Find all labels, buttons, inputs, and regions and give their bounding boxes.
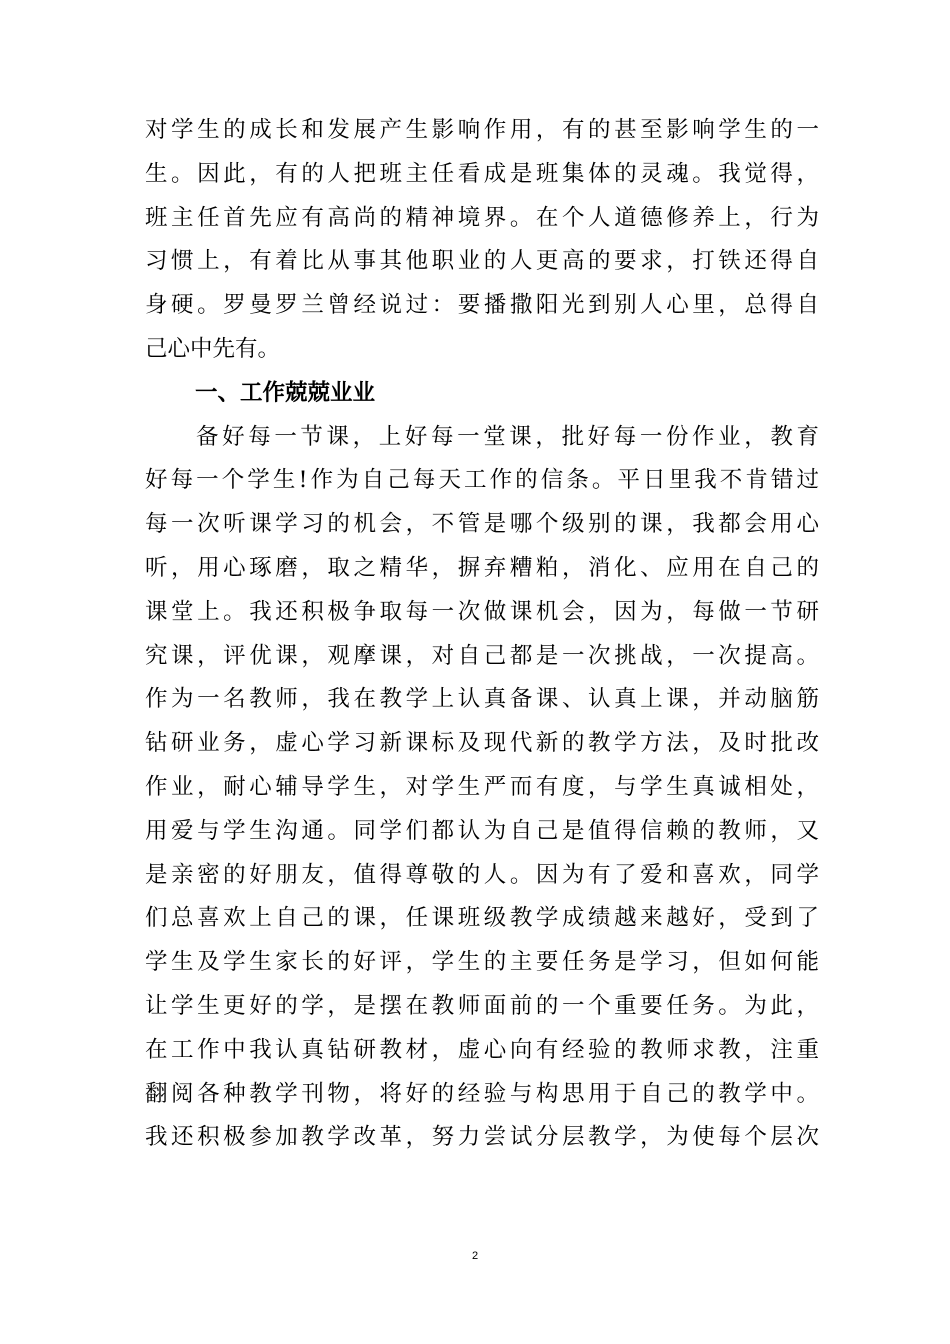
- text-line: 用爱与学生沟通。同学们都认为自己是值得信赖的教师，又: [145, 817, 819, 844]
- text-line: 听，用心琢磨，取之精华，摒弃糟粕，消化、应用在自己的: [145, 554, 819, 581]
- section-heading: 一、工作兢兢业业: [195, 379, 376, 406]
- text-line: 我还积极参加教学改革，努力尝试分层教学，为使每个层次: [145, 1124, 819, 1151]
- text-line: 备好每一节课，上好每一堂课，批好每一份作业，教育: [196, 423, 819, 450]
- text-line: 在工作中我认真钻研教材，虚心向有经验的教师求教，注重: [145, 1036, 819, 1063]
- text-line: 生。因此，有的人把班主任看成是班集体的灵魂。我觉得，: [145, 160, 819, 187]
- text-line: 们总喜欢上自己的课，任课班级教学成绩越来越好，受到了: [145, 905, 819, 932]
- text-line: 习惯上，有着比从事其他职业的人更高的要求，打铁还得自: [145, 248, 819, 275]
- text-line: 让学生更好的学，是摆在教师面前的一个重要任务。为此，: [145, 992, 819, 1019]
- paragraph-work: [145, 416, 819, 1161]
- text-line: 翻阅各种教学刊物，将好的经验与构思用于自己的教学中。: [145, 1080, 819, 1107]
- text-line: 好每一个学生!作为自己每天工作的信条。平日里我不肯错过: [145, 467, 819, 494]
- text-line: 作业，耐心辅导学生，对学生严而有度，与学生真诚相处，: [145, 773, 819, 800]
- text-line: 学生及学生家长的好评，学生的主要任务是学习，但如何能: [145, 949, 819, 976]
- text-line: 身硬。罗曼罗兰曾经说过：要播撒阳光到别人心里，总得自: [145, 292, 819, 319]
- page-body: [145, 109, 819, 1160]
- paragraph-intro: [145, 109, 819, 372]
- text-line: 课堂上。我还积极争取每一次做课机会，因为，每做一节研: [145, 598, 819, 625]
- text-line: 是亲密的好朋友，值得尊敬的人。因为有了爱和喜欢，同学: [145, 861, 819, 888]
- text-line: 班主任首先应有高尚的精神境界。在个人道德修养上，行为: [145, 204, 819, 231]
- text-line: 作为一名教师，我在教学上认真备课、认真上课，并动脑筋: [145, 686, 819, 713]
- text-line: 每一次听课学习的机会，不管是哪个级别的课，我都会用心: [145, 511, 819, 538]
- text-line: 钻研业务，虚心学习新课标及现代新的教学方法，及时批改: [145, 730, 819, 757]
- text-line: 究课，评优课，观摩课，对自己都是一次挑战，一次提高。: [145, 642, 819, 669]
- text-line: 对学生的成长和发展产生影响作用，有的甚至影响学生的一: [145, 117, 819, 143]
- text-line: 己心中先有。: [145, 335, 281, 362]
- page-number: 2: [471, 1250, 479, 1262]
